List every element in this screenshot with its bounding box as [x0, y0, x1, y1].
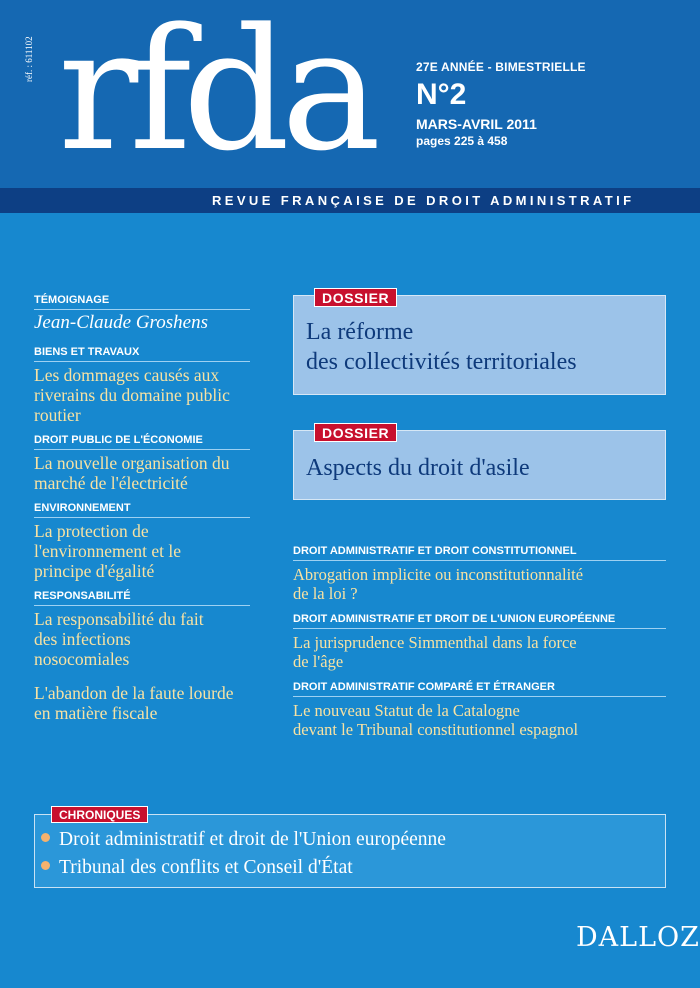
rubric-text	[293, 701, 666, 739]
dalloz-logo: DALLOZ	[576, 922, 700, 953]
dossier-box	[293, 425, 666, 500]
dossier-title: La réforme	[306, 319, 414, 345]
bullet-icon	[41, 861, 50, 870]
dossier-label: DOSSIER	[314, 423, 397, 442]
rubric-heading: DROIT ADMINISTRATIF ET DROIT DE L'UNION EUROPÉENNE	[293, 613, 666, 629]
rubric-text-line: Abrogation implicite ou inconstitutionnalité	[293, 565, 584, 584]
rubric-text: Les dommages causés aux riverains du domaine public routier	[34, 365, 230, 425]
rubric-text: Jean-Claude Groshens	[34, 312, 208, 333]
issue-number: N°2	[416, 78, 467, 111]
rubric-text: La nouvelle organisation du marché de l'électricité	[34, 453, 230, 493]
dossier-label: DOSSIER	[314, 288, 397, 307]
rubric-text-line: de l'âge	[293, 652, 344, 671]
right-rubrics	[293, 545, 666, 749]
rubric-heading: RESPONSABILITÉ	[34, 590, 250, 606]
issue-info	[416, 60, 586, 148]
dossier-title: Aspects du droit d'asile	[306, 455, 530, 481]
dossier-box	[293, 290, 666, 395]
rubric-text	[293, 565, 666, 603]
issue-pages: pages 225 à 458	[416, 134, 508, 148]
rubric-text-line: devant le Tribunal constitutionnel espagnol	[293, 720, 579, 739]
reference-code: réf. : 611102	[24, 36, 34, 82]
chroniques-label: CHRONIQUES	[51, 806, 148, 823]
dossier-title: des collectivités territoriales	[306, 349, 577, 375]
left-rubrics	[34, 294, 250, 732]
rubric-heading: DROIT ADMINISTRATIF ET DROIT CONSTITUTIONNEL	[293, 545, 666, 561]
bullet-icon	[41, 833, 50, 842]
rfda-logo: rfda	[58, 0, 373, 188]
rubric-heading: TÉMOIGNAGE	[34, 294, 250, 310]
rubric-text-line: de la loi ?	[293, 584, 358, 603]
rubric-heading: DROIT PUBLIC DE L'ÉCONOMIE	[34, 434, 250, 450]
chronique-item	[41, 829, 446, 851]
rubric-heading: ENVIRONNEMENT	[34, 502, 250, 518]
chronique-text: Droit administratif et droit de l'Union européenne	[59, 829, 446, 850]
issue-date: MARS-AVRIL 2011	[416, 116, 537, 132]
rubric-text: La protection de l'environnement et le principe d'égalité	[34, 521, 181, 581]
rubric-text	[293, 633, 666, 671]
revue-title: REVUE FRANÇAISE DE DROIT ADMINISTRATIF	[212, 193, 635, 208]
rubric-text: La responsabilité du fait des infections nosocomiales	[34, 609, 204, 669]
issue-year: 27E ANNÉE - BIMESTRIELLE	[416, 60, 586, 74]
rubric-text-line: Le nouveau Statut de la Catalogne	[293, 701, 520, 720]
rubric-text-line: La jurisprudence Simmenthal dans la force	[293, 633, 577, 652]
rubric-heading: BIENS ET TRAVAUX	[34, 346, 250, 362]
chronique-text: Tribunal des conflits et Conseil d'État	[59, 857, 353, 878]
rubric-heading: DROIT ADMINISTRATIF COMPARÉ ET ÉTRANGER	[293, 681, 666, 697]
rubric-text: L'abandon de la faute lourde en matière fiscale	[34, 683, 234, 723]
chronique-item	[41, 857, 353, 879]
chroniques-box	[34, 808, 666, 888]
